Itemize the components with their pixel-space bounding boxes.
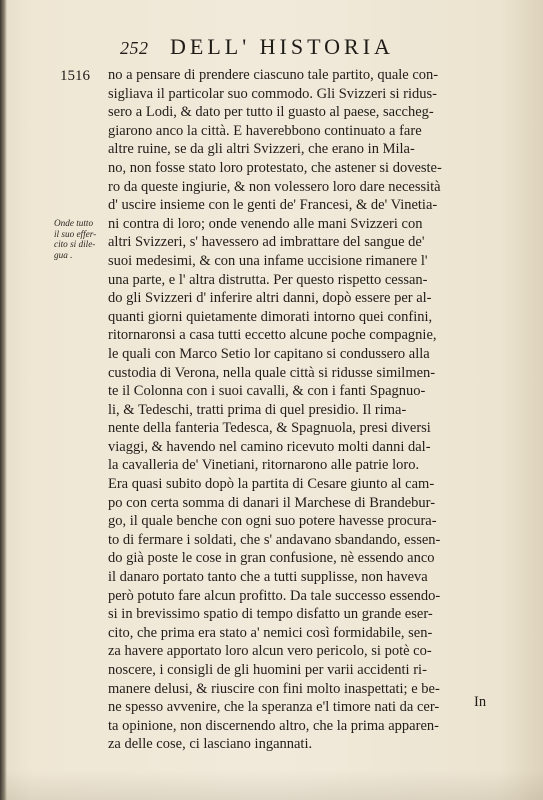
text-line: però potuto fare alcun profitto. Da tale successo essendo-	[108, 587, 441, 604]
marginal-note-line: il suo effer-	[54, 228, 97, 239]
text-line: altri Svizzeri, s' havessero ad imbrattare del sangue de'	[108, 234, 425, 251]
running-head	[120, 34, 480, 60]
text-line: Era quasi subito dopò la partita di Cesare giunto al cam-	[108, 476, 435, 493]
text-line: ro da queste ingiurie, & non volessero loro dare necessità	[108, 178, 441, 195]
text-line: le quali con Marco Setio lor capitano si condussero alla	[108, 345, 430, 362]
text-line: ta opinione, non discernendo altro, che la prima apparen-	[108, 717, 439, 734]
body-text	[108, 66, 516, 754]
text-line: za delle cose, ci lasciano ingannati.	[108, 736, 313, 753]
text-line: no, non fosse stato loro protestato, che astener si doveste-	[108, 159, 442, 176]
text-line: giarono anco la città. E haverebbono continuato a fare	[108, 122, 422, 139]
text-line: quanti giorni quietamente dimorati intorno quei confini,	[108, 308, 433, 325]
margin-year: 1516	[60, 68, 90, 84]
text-line: po con certa somma di danari il Marchese di Brandebur-	[108, 494, 436, 511]
text-line: nente della fanteria Tedesca, & Spagnuola, presi diversi	[108, 420, 431, 437]
text-line: altre ruine, se da gli altri Svizzeri, che erano in Mila-	[108, 141, 415, 158]
text-line: una parte, e l' altra distrutta. Per questo rispetto cessan-	[108, 271, 428, 288]
text-line: do gli Svizzeri d' inferire altri danni, dopò essere per al-	[108, 290, 432, 307]
text-line: sigliava il particolar suo commodo. Gli Svizzeri si ridus-	[108, 85, 438, 102]
marginal-note-line: Onde tutto	[54, 218, 94, 228]
text-line: custodia di Verona, nella quale città si ridusse similmen-	[108, 364, 436, 381]
text-line: il danaro portato tanto che a tutti supplisse, non haveva	[108, 569, 428, 586]
text-line: d' uscire insieme con le genti de' Francesi, & de' Vinetia-	[108, 197, 438, 214]
page-bottom-shading	[0, 770, 543, 800]
text-line: li, & Tedeschi, tratti prima di quel presidio. Il rima-	[108, 401, 407, 418]
text-line: te il Colonna con i suoi cavalli, & con i fanti Spagnuo-	[108, 383, 426, 400]
text-line: manere delusi, & riuscire con fini molto inaspettati; e be-	[108, 680, 440, 697]
text-line: suoi medesimi, & con una infame uccisione rimanere l'	[108, 252, 428, 269]
catchword: In	[474, 694, 487, 710]
text-line: za havere apportato loro alcun vero pericolo, si potè co-	[108, 643, 432, 660]
text-line: cito, che prima era stato a' nemici così formidabile, sen-	[108, 624, 433, 641]
text-line: ni contra di loro; onde venendo alle mani Svizzeri con	[108, 215, 423, 232]
text-line: la cavalleria de' Vinetiani, ritornarono alle patrie loro.	[108, 457, 420, 474]
page-number: 252	[120, 38, 149, 58]
marginal-note	[54, 218, 106, 260]
text-line: sero a Lodi, & dato per tutto il guasto al paese, saccheg-	[108, 104, 434, 121]
text-line: no a pensare di prendere ciascuno tale partito, quale con-	[108, 67, 439, 83]
marginal-note-line: gua .	[54, 249, 73, 260]
text-line: go, il quale benche con ogni suo potere havesse procura-	[108, 513, 437, 530]
text-line: do già poste le cose in gran confusione, nè essendo anco	[108, 550, 435, 567]
text-line: ne spesso avvenire, che la speranza e'l timore nati da cer-	[108, 699, 440, 716]
marginal-note-line: cito si dile-	[54, 239, 96, 250]
page-gutter-shadow	[0, 0, 7, 800]
running-title: DELL' HISTORIA	[170, 34, 394, 59]
text-line: to di fermare i soldati, che s' andavano sbandando, essen-	[108, 531, 441, 548]
text-line: si in brevissimo spatio di tempo disfatto un grande eser-	[108, 606, 433, 623]
text-line: ritornaronsi a casa tutti eccetto alcune poche compagnie,	[108, 327, 437, 344]
text-line: viaggi, & havendo nel camino ricevuto molti danni dal-	[108, 438, 431, 455]
text-line: noscere, i consigli de gli huomini per varii accidenti ri-	[108, 662, 427, 678]
